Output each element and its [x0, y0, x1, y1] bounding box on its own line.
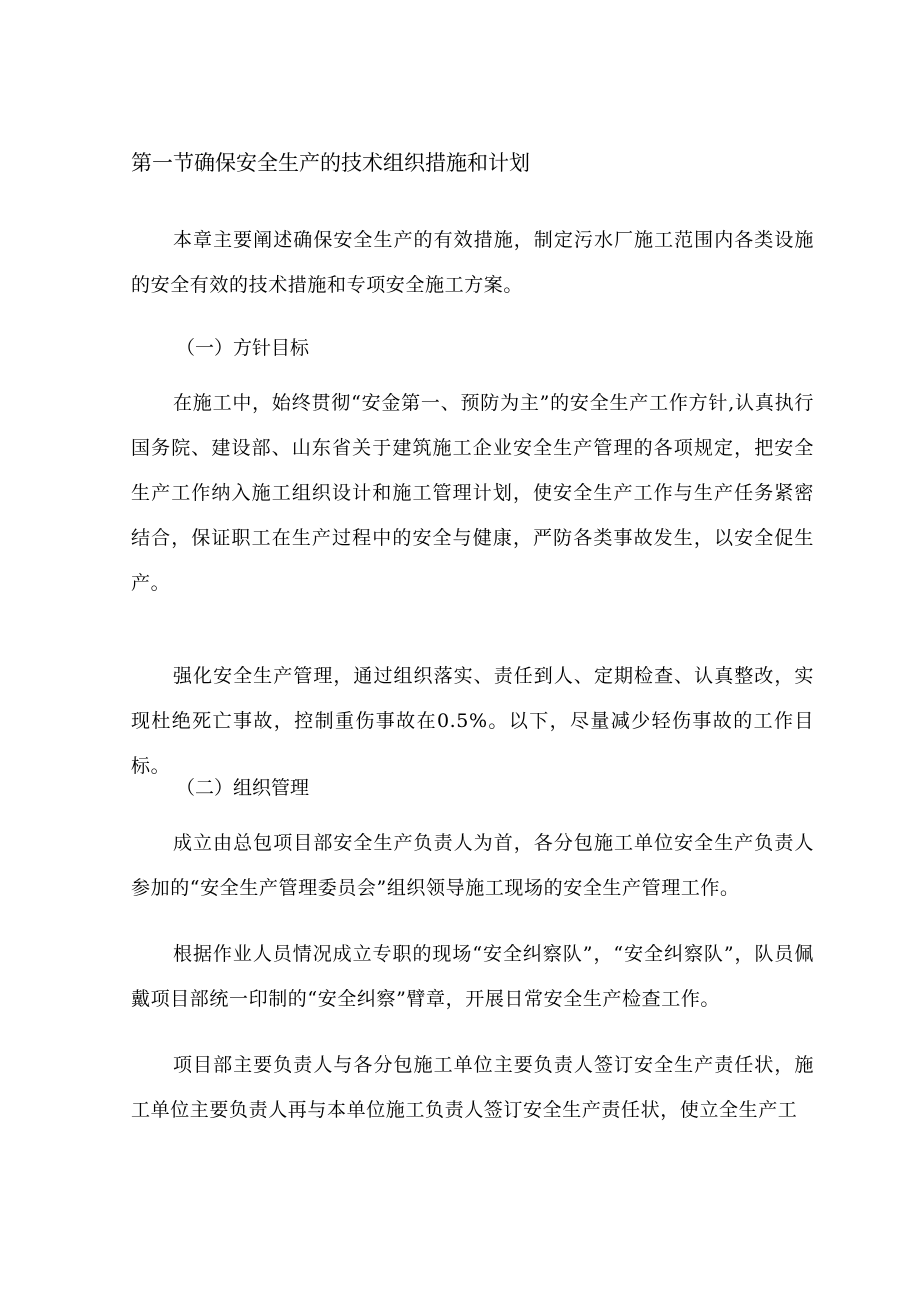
organization-paragraph-3: 项目部主要负责人与各分包施工单位主要负责人签订安全生产责任状，施工单位主要负责人再与本单位施工负责人签订安全生产责任状，使立全生产工 — [131, 1054, 814, 1121]
section-title-policy-goals: （一）方针目标 — [176, 337, 310, 359]
intro-paragraph: 本章主要阐述确保安全生产的有效措施，制定污水厂施工范围内各类设施的安全有效的技术措施和专项安全施工方案。 — [131, 229, 814, 296]
chapter-heading: 第一节确保安全生产的技术组织措施和计划 — [131, 151, 530, 175]
organization-paragraph-1: 成立由总包项目部安全生产负责人为首，各分包施工单位安全生产负责人参加的“安全生产管理委员会”组织领导施工现场的安全生产管理工作。 — [131, 832, 814, 899]
section-title-organization: （二）组织管理 — [176, 777, 310, 799]
organization-paragraph-2: 根据作业人员情况成立专职的现场“安全纠察队”，“安全纠察队”，队员佩戴项目部统一印制的“安全纠察”臂章，开展日常安全生产检查工作。 — [131, 943, 814, 1010]
policy-paragraph-2: 强化安全生产管理，通过组织落实、责任到人、定期检查、认真整改，实现杜绝死亡事故，控制重伤事故在0.5%。以下，尽量减少轻伤事故的工作目标。 — [131, 665, 814, 777]
policy-paragraph-1: 在施工中，始终贯彻“安金第一、预防为主”的安全生产工作方针,认真执行国务院、建设部、山东省关于建筑施工企业安全生产管理的各项规定，把安全生产工作纳入施工组织设计和施工管理计划，使安全生产工作与生产任务紧密结合，保证职工在生产过程中的安全与健康，严防各类事故发生，以安全促生产。 — [131, 392, 814, 594]
